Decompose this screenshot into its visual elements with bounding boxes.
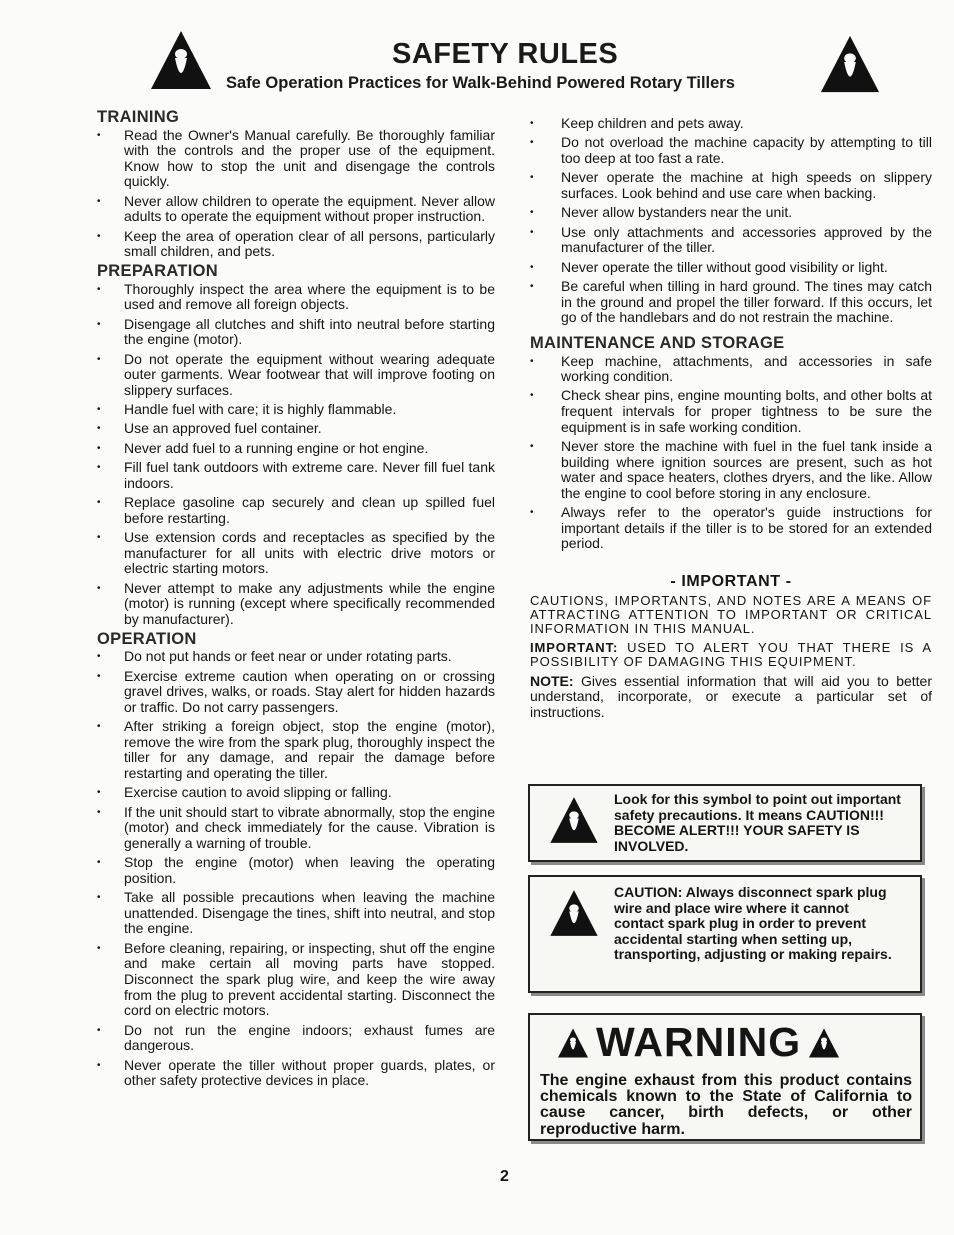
operation-heading: OPERATION xyxy=(97,629,197,648)
list-item: • Be careful when tilling in hard ground. The tines may catch in the ground and propel the tiller forward. If this occurs, let go of the handlebars and do not restrain the machine. xyxy=(530,279,932,326)
caution-text: CAUTION: Always disconnect spark plug wire and place wire where it cannot contact spark plug in order to prevent accidental starting when setting up, transporting, adjusting or making repairs. xyxy=(614,884,892,962)
operation-continued-list xyxy=(530,116,932,326)
maintenance-heading: MAINTENANCE AND STORAGE xyxy=(530,333,785,352)
list-item: • Never operate the tiller without proper guards, plates, or other safety protective devices in place. xyxy=(97,1058,495,1089)
preparation-list xyxy=(97,282,495,628)
page-title: SAFETY RULES xyxy=(392,38,619,70)
safety-symbol-box xyxy=(528,784,922,862)
list-item: • Check shear pins, engine mounting bolts, and other bolts at frequent intervals for proper tightness to be sure the equipment is in safe working condition. xyxy=(530,388,932,435)
warning-triangle-icon xyxy=(148,28,214,92)
important-title: - IMPORTANT - xyxy=(670,573,792,591)
list-item: • Disengage all clutches and shift into neutral before starting the engine (motor). xyxy=(97,317,495,348)
warning-triangle-icon xyxy=(556,1027,590,1059)
list-item: • Exercise extreme caution when operating on or crossing gravel drives, walks, or roads. Stay alert for hidden hazards or traffic. Do not carry passengers. xyxy=(97,669,495,716)
warning-triangle-icon xyxy=(548,887,600,939)
page-subtitle: Safe Operation Practices for Walk-Behind Powered Rotary Tillers xyxy=(226,74,735,92)
important-text: USED TO ALERT YOU THAT THERE IS A POSSIBILITY OF DAMAGING THIS EQUIPMENT. xyxy=(530,639,932,669)
list-item: • Exercise caution to avoid slipping or falling. xyxy=(97,785,495,801)
note-definition xyxy=(530,674,932,721)
list-item: • Never store the machine with fuel in the fuel tank inside a building where ignition sources are present, such as hot water and space heaters, clothes dryers, and the like. Allow the engine to cool before storing in any enclosure. xyxy=(530,439,932,501)
list-item: • Keep children and pets away. xyxy=(530,116,932,132)
warning-heading: WARNING xyxy=(596,1019,802,1065)
safety-symbol-text: Look for this symbol to point out important safety precautions. It means CAUTION!!! BECOME ALERT!!! YOUR SAFETY IS INVOLVED. xyxy=(614,791,901,854)
important-intro: CAUTIONS, IMPORTANTS, AND NOTES ARE A MEANS OF ATTRACTING ATTENTION TO IMPORTANT OR CRITICAL INFORMATION IN THIS MANUAL. xyxy=(530,592,932,636)
maintenance-list xyxy=(530,354,932,553)
list-item: • Take all possible precautions when leaving the machine unattended. Disengage the tines, shift into neutral, and stop the engine. xyxy=(97,890,495,937)
list-item: • Read the Owner's Manual carefully. Be thoroughly familiar with the controls and the proper use of the equipment. Know how to stop the unit and disengage the controls quickly. xyxy=(97,128,495,190)
list-item: • Handle fuel with care; it is highly flammable. xyxy=(97,402,495,418)
training-list xyxy=(97,128,495,260)
list-item: • Never allow children to operate the equipment. Never allow adults to operate the equipment without proper instruction. xyxy=(97,194,495,225)
list-item: • Always refer to the operator's guide instructions for important details if the tiller is to be stored for an extended period. xyxy=(530,505,932,552)
page-number: 2 xyxy=(500,1168,509,1185)
warning-heading-row xyxy=(550,1019,847,1066)
list-item: • Do not put hands or feet near or under rotating parts. xyxy=(97,649,495,665)
warning-triangle-icon xyxy=(807,1027,841,1059)
list-item: • After striking a foreign object, stop the engine (motor), remove the wire from the spark plug, thoroughly inspect the tiller for any damage, and repair the damage before restarting and operating the tiller. xyxy=(97,719,495,781)
list-item: • Use extension cords and receptacles as specified by the manufacturer for all units with electric drive motors or electric starting motors. xyxy=(97,530,495,577)
list-item: • Before cleaning, repairing, or inspecting, shut off the engine and make certain all moving parts have stopped. Disconnect the spark plug wire, and keep the wire away from the plug to prevent accidental starting. Disconnect the cord on electric motors. xyxy=(97,941,495,1019)
note-text: Gives essential information that will aid you to better understand, incorporate, or execute a particular set of instructions. xyxy=(530,672,933,720)
caution-box xyxy=(528,875,922,993)
warning-triangle-icon xyxy=(818,32,882,96)
warning-text: The engine exhaust from this product contains chemicals known to the State of California to cause cancer, birth defects, or other reproductive harm. xyxy=(540,1072,912,1138)
important-label: IMPORTANT: xyxy=(530,639,619,655)
right-column xyxy=(530,116,932,720)
training-heading: TRAINING xyxy=(97,108,180,126)
list-item: • Never operate the tiller without good visibility or light. xyxy=(530,260,932,276)
list-item: • Keep the area of operation clear of all persons, particularly small children, and pets. xyxy=(97,229,495,260)
list-item: • Stop the engine (motor) when leaving the operating position. xyxy=(97,855,495,886)
list-item: • Never operate the machine at high speeds on slippery surfaces. Look behind and use care when backing. xyxy=(530,170,932,201)
list-item: • Do not run the engine indoors; exhaust fumes are dangerous. xyxy=(97,1023,495,1054)
list-item: • Fill fuel tank outdoors with extreme care. Never fill fuel tank indoors. xyxy=(97,460,495,491)
list-item: • Never add fuel to a running engine or hot engine. xyxy=(97,441,495,457)
list-item: • Use an approved fuel container. xyxy=(97,421,495,437)
list-item: • Never attempt to make any adjustments while the engine (motor) is running (except where specifically recommended by manufacturer). xyxy=(97,581,495,628)
list-item: • Replace gasoline cap securely and clean up spilled fuel before restarting. xyxy=(97,495,495,526)
list-item: • Never allow bystanders near the unit. xyxy=(530,205,932,221)
list-item: • Keep machine, attachments, and accessories in safe working condition. xyxy=(530,354,932,385)
list-item: • Do not overload the machine capacity by attempting to till too deep at too fast a rate. xyxy=(530,135,932,166)
note-label: NOTE: xyxy=(530,672,574,689)
preparation-heading: PREPARATION xyxy=(97,261,218,280)
list-item: • Thoroughly inspect the area where the equipment is to be used and remove all foreign objects. xyxy=(97,282,495,313)
list-item: • Use only attachments and accessories approved by the manufacturer of the tiller. xyxy=(530,225,932,256)
warning-box xyxy=(528,1013,922,1141)
left-column xyxy=(97,106,495,1093)
operation-list xyxy=(97,649,495,1089)
important-definition xyxy=(530,641,932,669)
list-item: • Do not operate the equipment without wearing adequate outer garments. Wear footwear that will improve footing on slippery surfaces. xyxy=(97,352,495,399)
list-item: • If the unit should start to vibrate abnormally, stop the engine (motor) and check immediately for the cause. Vibration is generally a warning of trouble. xyxy=(97,805,495,852)
warning-triangle-icon xyxy=(548,794,600,846)
